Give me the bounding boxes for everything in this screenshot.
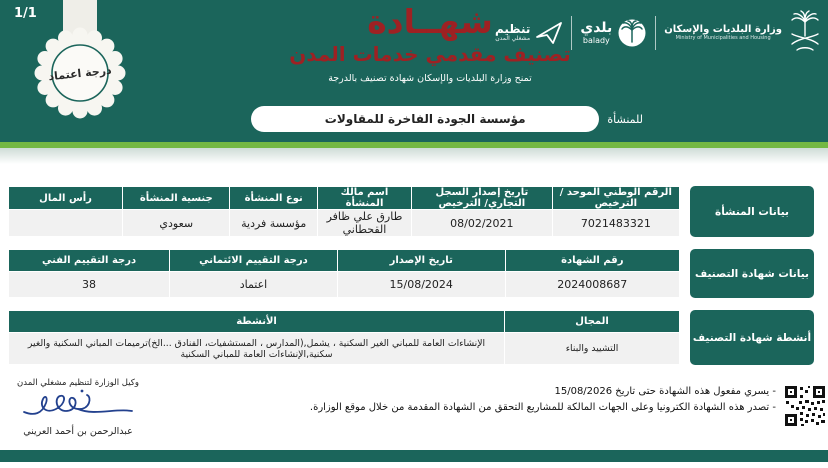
- balady-palm-icon: [617, 18, 647, 48]
- certificate-header-row: [9, 250, 679, 271]
- establishment-table: [8, 186, 680, 237]
- col-capital: رأس المال: [9, 187, 122, 209]
- certificate-body: [8, 186, 814, 377]
- tanzeem-name-sub: مشغلي المدن: [495, 35, 531, 43]
- cell-activities: الإنشاءات العامة للمباني الغير السكنية ، يشمل,(المدارس ، المستشفيات، الفنادق ...الخ)ترميمات المباني السكنية والغير سكنية,الإنشاءات العامة للمباني السكنية: [9, 333, 504, 364]
- qr-code: [783, 384, 827, 428]
- cell-unified-number: 7021483321: [553, 210, 679, 236]
- footer-notes: [276, 384, 776, 415]
- ministry-logo: [664, 10, 823, 56]
- badge-grade-label: درجة اعتماد: [47, 63, 113, 83]
- col-field: المجال: [505, 311, 679, 332]
- certificate-data-tab: بيانات شهادة التصنيف: [690, 249, 814, 298]
- col-cr-issue-date: تاريخ إصدار السجل التجاري/ الترخيص: [412, 187, 552, 209]
- col-technical-grade: درجة التقييم الفني: [9, 250, 169, 271]
- activities-value-row: [9, 333, 679, 364]
- cell-cr-issue-date: 08/02/2021: [412, 210, 552, 236]
- activities-section: [8, 310, 814, 365]
- activities-header-row: [9, 311, 679, 332]
- logo-divider: [571, 16, 572, 50]
- facility-row: [251, 106, 643, 132]
- page-number: 1/1: [14, 6, 37, 21]
- cell-capital: [9, 210, 122, 236]
- balady-name-ar: بلدي: [580, 20, 613, 37]
- cell-credit-grade: اعتماد: [170, 272, 337, 297]
- validity-note: - يسري مفعول هذه الشهادة حتى تاريخ 15/08/2026: [554, 386, 776, 397]
- footer-bar: [0, 450, 828, 462]
- cell-certificate-number: 2024008687: [506, 272, 679, 297]
- ministry-name-en: Ministry of Municipalities and Housing: [675, 34, 771, 41]
- facility-label: للمنشأة: [607, 112, 643, 126]
- col-activities: الأنشطة: [9, 311, 504, 332]
- col-owner-name: اسم مالك المنشأة: [318, 187, 411, 209]
- establishment-data-tab: بيانات المنشأة: [690, 186, 814, 237]
- certificate-subtitle: تصنيف مقدمي خدمات المدن: [289, 41, 571, 66]
- cell-owner-name: طارق علي ظافر القحطاني: [318, 210, 411, 236]
- col-issue-date: تاريخ الإصدار: [338, 250, 505, 271]
- balady-name-en: balady: [582, 36, 610, 46]
- col-certificate-number: رقم الشهادة: [506, 250, 679, 271]
- col-establishment-type: نوع المنشأة: [230, 187, 316, 209]
- cell-issue-date: 15/08/2024: [338, 272, 505, 297]
- activities-table: [8, 310, 680, 365]
- header-banner: [0, 0, 828, 142]
- balady-logo: [580, 18, 647, 48]
- establishment-section: [8, 186, 814, 237]
- cell-field: التشييد والبناء: [505, 333, 679, 364]
- certificate-table: [8, 249, 680, 298]
- certificate-value-row: [9, 272, 679, 297]
- cell-technical-grade: 38: [9, 272, 169, 297]
- logo-strip: [495, 7, 823, 59]
- paper-plane-icon: [535, 20, 563, 46]
- cell-establishment-type: مؤسسة فردية: [230, 210, 316, 236]
- logo-divider: [655, 16, 656, 50]
- signature-icon: [20, 388, 136, 424]
- tanzeem-logo: [495, 20, 563, 46]
- certificate-data-section: [8, 249, 814, 298]
- col-credit-grade: درجة التقييم الائتماني: [170, 250, 337, 271]
- ministry-name-ar: وزارة البلديات والإسكان: [664, 24, 782, 36]
- cell-nationality: سعودي: [123, 210, 229, 236]
- signatory-title: وكيل الوزارة لتنظيم مشغلي المدن: [17, 378, 139, 388]
- signature-block: [16, 378, 140, 437]
- electronic-note: - تصدر هذه الشهادة الكترونيا وعلى الجهات المالكة للمشاريع التحقق من الشهادة المقدمة من خلال موقع الوزارة.: [309, 401, 776, 413]
- col-unified-number: الرقم الوطني الموحد /الترخيص: [553, 187, 679, 209]
- header-shadow: [0, 148, 828, 164]
- activities-tab: أنشطة شهادة التصنيف: [690, 310, 814, 365]
- signatory-name: عبدالرحمن بن أحمد العريني: [23, 426, 133, 437]
- accreditation-badge: [34, 27, 126, 119]
- facility-name-field: مؤسسة الجودة الفاخرة للمقاولات: [251, 106, 599, 132]
- establishment-value-row: [9, 210, 679, 236]
- establishment-header-row: [9, 187, 679, 209]
- tanzeem-name-ar: تنظيم: [494, 21, 531, 36]
- certificate-title: شهــادة: [367, 2, 493, 41]
- saudi-emblem-icon: [787, 10, 823, 56]
- certificate-tagline: تمنح وزارة البلديات والإسكان شهادة تصنيف بالدرجة: [328, 72, 532, 84]
- col-nationality: جنسية المنشأة: [123, 187, 229, 209]
